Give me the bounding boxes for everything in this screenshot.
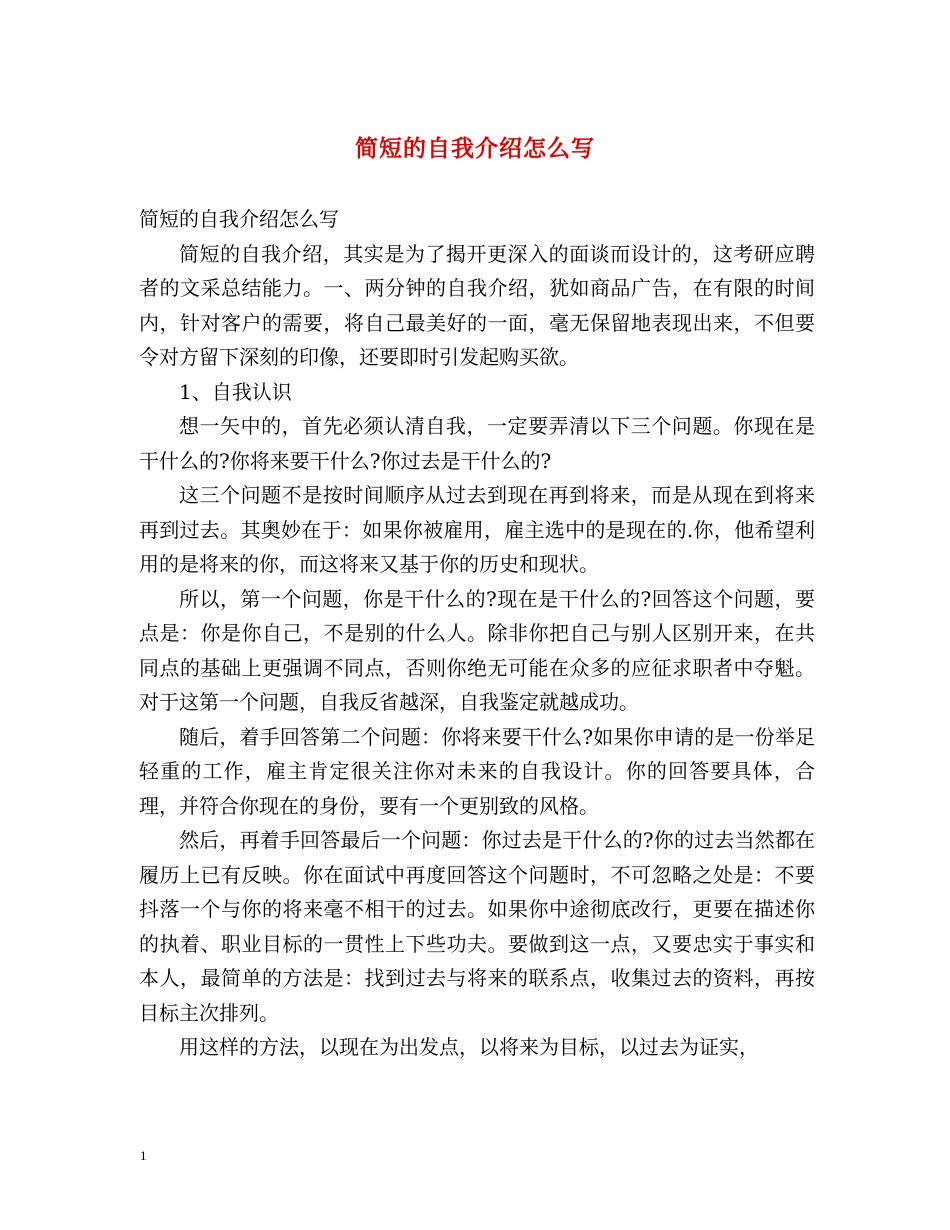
paragraph: 然后，再着手回答最后一个问题：你过去是干什么的?你的过去当然都在履历上已有反映。你在面试中再度回答这个问题时，不可忽略之处是：不要抖落一个与你的将来毫不相干的过去。如果你中途彻底改行，更要在描述你的执着、职业目标的一贯性上下些功夫。要做到这一点，又要忠实于事实和本人，最简单的方法是：找到过去与将来的联系点，收集过去的资料，再按目标主次排列。 [139, 828, 815, 1025]
paragraph: 随后，着手回答第二个问题：你将来要干什么?如果你申请的是一份举足轻重的工作，雇主肯定很关注你对未来的自我设计。你的回答要具体，合理，并符合你现在的身份，要有一个更别致的风格。 [139, 724, 815, 818]
document-subtitle: 简短的自我介绍怎么写 [139, 207, 339, 231]
paragraph: 所以，第一个问题，你是干什么的?现在是干什么的?回答这个问题，要点是：你是你自己，不是别的什么人。除非你把自己与别人区别开来，在共同点的基础上更强调不同点，否则你绝无可能在众多的应征求职者中夺魁。对于这第一个问题，自我反省越深，自我鉴定就越成功。 [139, 586, 815, 714]
paragraph: 简短的自我介绍，其实是为了揭开更深入的面谈而设计的，这考研应聘者的文采总结能力。一、两分钟的自我介绍，犹如商品广告，在有限的时间内，针对客户的需要，将自己最美好的一面，毫无保留地表现出来，不但要令对方留下深刻的印像，还要即时引发起购买欲。 [139, 241, 815, 369]
document-title: 简短的自我介绍怎么写 [355, 135, 595, 162]
document-body [139, 202, 815, 1065]
section-heading: 1、自我认识 [179, 379, 292, 404]
paragraph: 这三个问题不是按时间顺序从过去到现在再到将来，而是从现在到将来再到过去。其奥妙在于：如果你被雇用，雇主选中的是现在的.你，他希望利用的是将来的你，而这将来又基于你的历史和现状。 [139, 483, 815, 576]
page-number: 1 [140, 1148, 147, 1163]
paragraph: 想一矢中的，首先必须认清自我，一定要弄清以下三个问题。你现在是干什么的?你将来要干什么?你过去是干什么的? [139, 414, 815, 473]
paragraph: 用这样的方法，以现在为出发点，以将来为目标，以过去为证实， [179, 1035, 759, 1059]
